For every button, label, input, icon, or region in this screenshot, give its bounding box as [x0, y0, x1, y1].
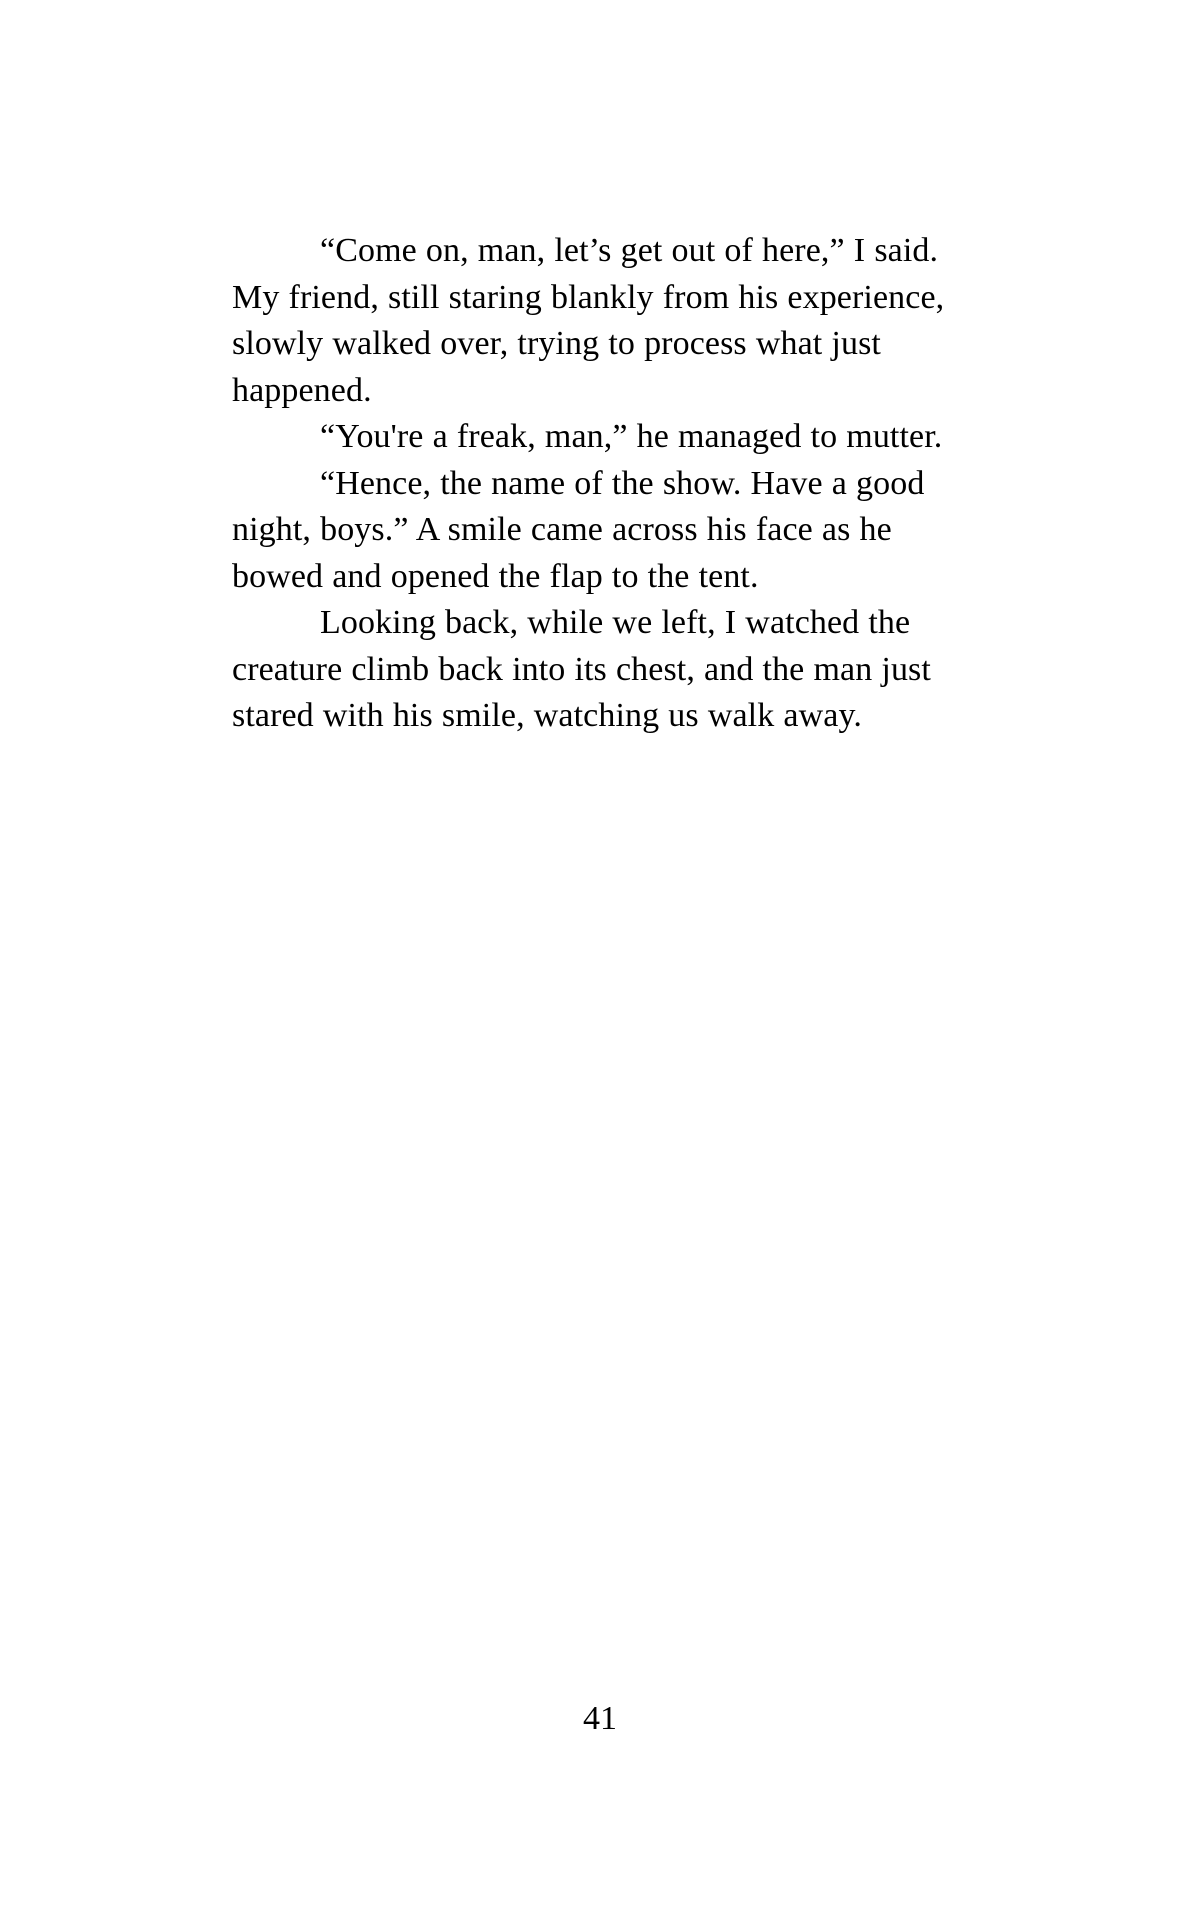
page-number: 41	[583, 1700, 617, 1737]
paragraph-4: Looking back, while we left, I watched the creature climb back into its chest, and the man just stared with his smile, watching us walk away.	[232, 604, 931, 734]
paragraph-2: “You're a freak, man,” he managed to mutter.	[320, 418, 943, 455]
body-text	[232, 228, 954, 740]
paragraph-1: “Come on, man, let’s get out of here,” I said. My friend, still staring blankly from his experience, slowly walked over, trying to process what just happened.	[232, 232, 945, 409]
paragraph-3: “Hence, the name of the show. Have a good night, boys.” A smile came across his face as he bowed and opened the flap to the tent.	[232, 464, 925, 595]
